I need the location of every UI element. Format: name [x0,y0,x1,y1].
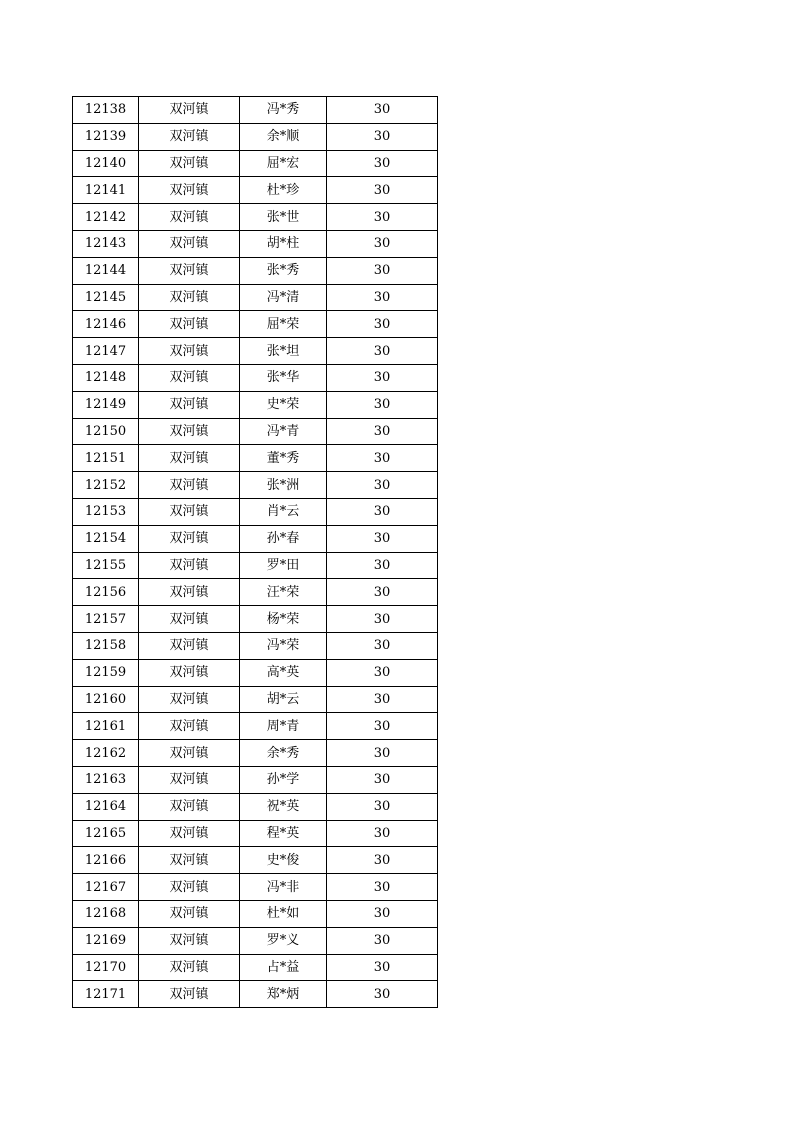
cell-name: 屈*宏 [240,150,327,177]
cell-amount: 30 [327,177,438,204]
cell-amount: 30 [327,740,438,767]
cell-amount: 30 [327,874,438,901]
table-row [73,659,438,686]
cell-amount: 30 [327,97,438,124]
cell-amount: 30 [327,793,438,820]
table-row [73,177,438,204]
cell-id: 12166 [73,847,139,874]
cell-id: 12170 [73,954,139,981]
cell-town: 双河镇 [139,847,240,874]
cell-amount: 30 [327,552,438,579]
cell-name: 史*荣 [240,391,327,418]
cell-name: 冯*荣 [240,632,327,659]
cell-id: 12161 [73,713,139,740]
cell-town: 双河镇 [139,97,240,124]
cell-amount: 30 [327,311,438,338]
cell-name: 汪*荣 [240,579,327,606]
cell-town: 双河镇 [139,820,240,847]
table-row [73,981,438,1008]
cell-name: 余*顺 [240,123,327,150]
cell-id: 12163 [73,766,139,793]
cell-id: 12155 [73,552,139,579]
cell-town: 双河镇 [139,498,240,525]
cell-id: 12154 [73,525,139,552]
cell-town: 双河镇 [139,418,240,445]
table-row [73,364,438,391]
cell-town: 双河镇 [139,793,240,820]
cell-town: 双河镇 [139,230,240,257]
cell-town: 双河镇 [139,472,240,499]
cell-amount: 30 [327,579,438,606]
cell-id: 12167 [73,874,139,901]
cell-id: 12153 [73,498,139,525]
cell-name: 郑*炳 [240,981,327,1008]
cell-amount: 30 [327,418,438,445]
cell-amount: 30 [327,954,438,981]
cell-amount: 30 [327,525,438,552]
table-row [73,257,438,284]
cell-name: 余*秀 [240,740,327,767]
cell-name: 占*益 [240,954,327,981]
cell-town: 双河镇 [139,766,240,793]
cell-id: 12146 [73,311,139,338]
cell-name: 胡*柱 [240,230,327,257]
cell-name: 孙*学 [240,766,327,793]
cell-town: 双河镇 [139,981,240,1008]
cell-id: 12144 [73,257,139,284]
table-row [73,686,438,713]
cell-amount: 30 [327,123,438,150]
table-row [73,204,438,231]
cell-amount: 30 [327,713,438,740]
table-row [73,606,438,633]
table-row [73,900,438,927]
cell-town: 双河镇 [139,338,240,365]
cell-name: 肖*云 [240,498,327,525]
cell-name: 张*洲 [240,472,327,499]
cell-name: 程*英 [240,820,327,847]
table-row [73,632,438,659]
table-row [73,740,438,767]
table-row [73,97,438,124]
cell-name: 冯*秀 [240,97,327,124]
cell-id: 12141 [73,177,139,204]
cell-town: 双河镇 [139,686,240,713]
cell-name: 屈*荣 [240,311,327,338]
data-table [72,96,438,1008]
cell-town: 双河镇 [139,874,240,901]
cell-amount: 30 [327,472,438,499]
cell-name: 祝*英 [240,793,327,820]
cell-name: 高*英 [240,659,327,686]
cell-name: 罗*田 [240,552,327,579]
table-row [73,418,438,445]
table-row [73,847,438,874]
cell-id: 12142 [73,204,139,231]
table-row [73,766,438,793]
cell-id: 12159 [73,659,139,686]
table-row [73,927,438,954]
cell-amount: 30 [327,150,438,177]
cell-id: 12139 [73,123,139,150]
cell-amount: 30 [327,498,438,525]
cell-id: 12148 [73,364,139,391]
cell-amount: 30 [327,632,438,659]
cell-name: 冯*非 [240,874,327,901]
cell-id: 12162 [73,740,139,767]
table-row [73,284,438,311]
table-row [73,230,438,257]
cell-town: 双河镇 [139,740,240,767]
table-row [73,874,438,901]
cell-id: 12140 [73,150,139,177]
cell-id: 12164 [73,793,139,820]
cell-id: 12149 [73,391,139,418]
cell-town: 双河镇 [139,123,240,150]
cell-town: 双河镇 [139,284,240,311]
cell-id: 12157 [73,606,139,633]
cell-id: 12152 [73,472,139,499]
cell-town: 双河镇 [139,927,240,954]
cell-amount: 30 [327,927,438,954]
cell-id: 12143 [73,230,139,257]
cell-amount: 30 [327,820,438,847]
table-row [73,472,438,499]
cell-amount: 30 [327,338,438,365]
cell-town: 双河镇 [139,150,240,177]
cell-name: 杜*如 [240,900,327,927]
cell-amount: 30 [327,766,438,793]
cell-town: 双河镇 [139,954,240,981]
table-row [73,498,438,525]
cell-amount: 30 [327,257,438,284]
cell-name: 冯*清 [240,284,327,311]
cell-name: 孙*春 [240,525,327,552]
cell-town: 双河镇 [139,391,240,418]
table-row [73,954,438,981]
table-body [73,97,438,1008]
table-row [73,391,438,418]
cell-name: 杨*荣 [240,606,327,633]
cell-amount: 30 [327,686,438,713]
cell-amount: 30 [327,204,438,231]
cell-id: 12151 [73,445,139,472]
cell-id: 12156 [73,579,139,606]
cell-name: 周*青 [240,713,327,740]
cell-town: 双河镇 [139,204,240,231]
cell-name: 冯*青 [240,418,327,445]
cell-amount: 30 [327,364,438,391]
cell-id: 12165 [73,820,139,847]
table-row [73,579,438,606]
cell-id: 12168 [73,900,139,927]
table-row [73,713,438,740]
cell-town: 双河镇 [139,445,240,472]
cell-town: 双河镇 [139,364,240,391]
cell-amount: 30 [327,847,438,874]
cell-amount: 30 [327,391,438,418]
cell-town: 双河镇 [139,257,240,284]
table-row [73,445,438,472]
table-row [73,820,438,847]
cell-amount: 30 [327,659,438,686]
cell-amount: 30 [327,230,438,257]
cell-town: 双河镇 [139,713,240,740]
cell-name: 罗*义 [240,927,327,954]
table-row [73,552,438,579]
cell-amount: 30 [327,445,438,472]
cell-amount: 30 [327,981,438,1008]
cell-town: 双河镇 [139,606,240,633]
cell-name: 张*华 [240,364,327,391]
cell-town: 双河镇 [139,632,240,659]
cell-id: 12171 [73,981,139,1008]
table-row [73,311,438,338]
cell-name: 胡*云 [240,686,327,713]
cell-town: 双河镇 [139,525,240,552]
cell-name: 张*秀 [240,257,327,284]
cell-id: 12150 [73,418,139,445]
table-row [73,123,438,150]
table-row [73,793,438,820]
cell-town: 双河镇 [139,579,240,606]
cell-town: 双河镇 [139,311,240,338]
cell-amount: 30 [327,606,438,633]
cell-name: 董*秀 [240,445,327,472]
cell-id: 12138 [73,97,139,124]
cell-name: 史*俊 [240,847,327,874]
cell-id: 12145 [73,284,139,311]
cell-amount: 30 [327,900,438,927]
cell-town: 双河镇 [139,552,240,579]
cell-town: 双河镇 [139,900,240,927]
cell-name: 张*坦 [240,338,327,365]
table-row [73,525,438,552]
cell-id: 12158 [73,632,139,659]
cell-amount: 30 [327,284,438,311]
cell-town: 双河镇 [139,659,240,686]
table-row [73,150,438,177]
cell-id: 12147 [73,338,139,365]
cell-id: 12160 [73,686,139,713]
cell-name: 杜*珍 [240,177,327,204]
cell-name: 张*世 [240,204,327,231]
table-row [73,338,438,365]
cell-id: 12169 [73,927,139,954]
cell-town: 双河镇 [139,177,240,204]
